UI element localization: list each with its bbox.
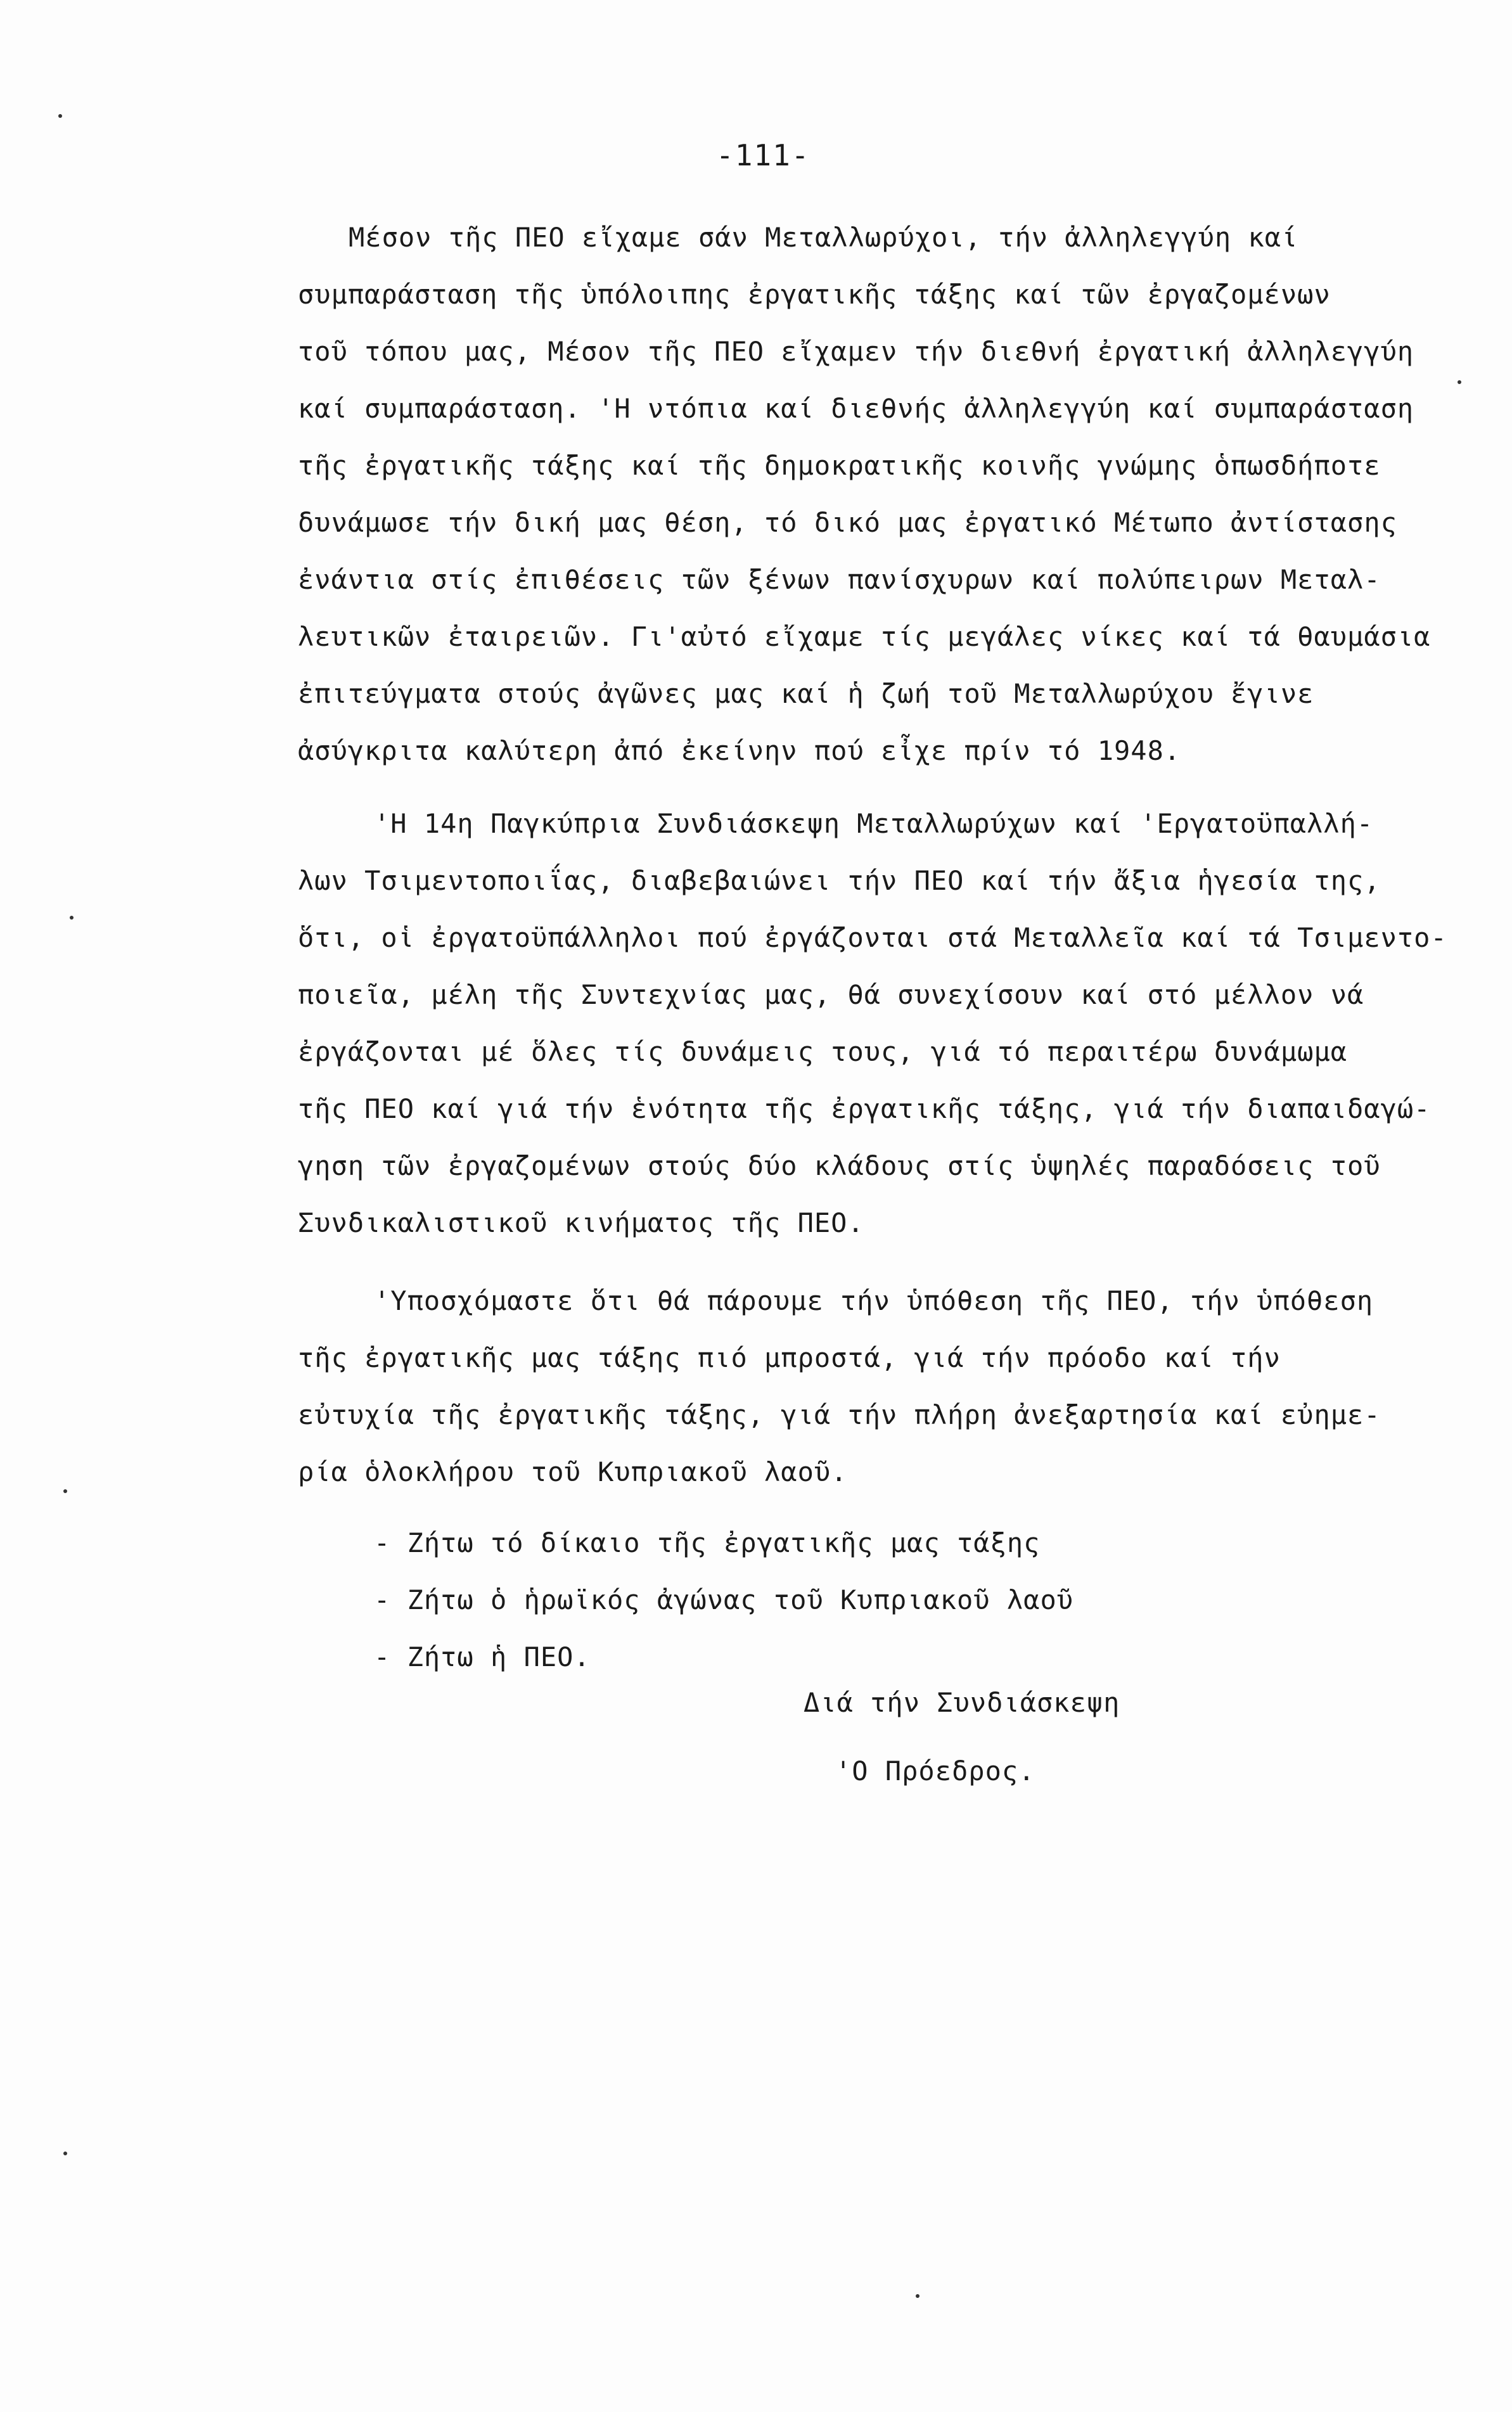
paragraph-1 xyxy=(298,209,1431,779)
paragraph-2 xyxy=(298,795,1447,1252)
page-number: -111- xyxy=(716,138,810,172)
scan-speck xyxy=(63,2152,67,2155)
paragraph-line: εὐτυχία τῆς ἐργατικῆς τάξης, γιά τήν πλήρη ἀνεξαρτησία καί εὐημε- xyxy=(298,1399,1381,1430)
paragraph-line: γηση τῶν ἐργαζομένων στούς δύο κλάδους στίς ὑψηλές παραδόσεις τοῦ xyxy=(298,1150,1381,1181)
paragraph-line: λων Τσιμεντοποιΐας, διαβεβαιώνει τήν ΠΕΟ καί τήν ἄξια ἡγεσία της, xyxy=(298,865,1381,896)
paragraph-line: ὅτι, οἱ ἐργατοϋπάλληλοι πού ἐργάζονται στά Μεταλλεῖα καί τά Τσιμεντο- xyxy=(298,922,1447,953)
paragraph-line: τῆς ἐργατικῆς μας τάξης πιό μπροστά, γιά τήν πρόοδο καί τήν xyxy=(298,1342,1281,1373)
paragraph-line: 'Η 14η Παγκύπρια Συνδιάσκεψη Μεταλλωρύχων καί 'Εργατοϋπαλλή- xyxy=(374,808,1374,839)
slogan-list xyxy=(374,1515,1451,1686)
paragraph-line: λευτικῶν ἐταιρειῶν. Γι'αὐτό εἴχαμε τίς μεγάλες νίκες καί τά θαυμάσια xyxy=(298,621,1431,652)
paragraph-line: δυνάμωσε τήν δική μας θέση, τό δικό μας ἐργατικό Μέτωπο ἀντίστασης xyxy=(298,507,1397,538)
scan-speck xyxy=(58,114,62,118)
scan-speck xyxy=(70,916,74,920)
paragraph-line: τῆς ἐργατικῆς τάξης καί τῆς δημοκρατικῆς κοινῆς γνώμης ὁπωσδήποτε xyxy=(298,450,1381,481)
signature-title: 'Ο Πρόεδρος. xyxy=(835,1755,1035,1787)
paragraph-line: ποιεῖα, μέλη τῆς Συντεχνίας μας, θά συνεχίσουν καί στό μέλλον νά xyxy=(298,979,1364,1010)
paragraph-line: ἐνάντια στίς ἐπιθέσεις τῶν ξένων πανίσχυρων καί πολύπειρων Μεταλ- xyxy=(298,564,1381,595)
paragraph-line: Μέσον τῆς ΠΕΟ εἴχαμε σάν Μεταλλωρύχοι, τήν ἀλληλεγγύη καί xyxy=(349,222,1298,253)
scan-speck xyxy=(916,2294,919,2298)
slogan-item: - Ζήτω τό δίκαιο τῆς ἐργατικῆς μας τάξης xyxy=(374,1527,1041,1558)
paragraph-line: ἐπιτεύγματα στούς ἀγῶνες μας καί ἡ ζωή τοῦ Μεταλλωρύχου ἔγινε xyxy=(298,678,1314,709)
paragraph-line: ἐργάζονται μέ ὅλες τίς δυνάμεις τους, γιά τό περαιτέρω δυνάμωμα xyxy=(298,1036,1348,1067)
slogan-item: - Ζήτω ἡ ΠΕΟ. xyxy=(374,1641,591,1672)
paragraph-line: ἀσύγκριτα καλύτερη ἀπό ἐκείνην πού εἶχε πρίν τό 1948. xyxy=(298,735,1181,766)
paragraph-line: καί συμπαράσταση. 'Η ντόπια καί διεθνής ἀλληλεγγύη καί συμπαράσταση xyxy=(298,393,1414,424)
paragraph-3 xyxy=(298,1273,1381,1501)
signature-line: Διά τήν Συνδιάσκεψη xyxy=(804,1687,1120,1718)
paragraph-line: 'Υποσχόμαστε ὅτι θά πάρουμε τήν ὑπόθεση τῆς ΠΕΟ, τήν ὑπόθεση xyxy=(374,1285,1374,1316)
scan-speck xyxy=(1458,380,1461,384)
slogan-item: - Ζήτω ὁ ἡρωϊκός ἀγώνας τοῦ Κυπριακοῦ λαοῦ xyxy=(374,1584,1074,1615)
paragraph-line: ρία ὁλοκλήρου τοῦ Κυπριακοῦ λαοῦ. xyxy=(298,1456,848,1487)
paragraph-line: συμπαράσταση τῆς ὑπόλοιπης ἐργατικῆς τάξης καί τῶν ἐργαζομένων xyxy=(298,279,1331,310)
paragraph-line: τῆς ΠΕΟ καί γιά τήν ἑνότητα τῆς ἐργατικῆς τάξης, γιά τήν διαπαιδαγώ- xyxy=(298,1093,1431,1124)
paragraph-line: τοῦ τόπου μας, Μέσον τῆς ΠΕΟ εἴχαμεν τήν διεθνή ἐργατική ἀλληλεγγύη xyxy=(298,336,1414,367)
paragraph-line: Συνδικαλιστικοῦ κινήματος τῆς ΠΕΟ. xyxy=(298,1207,864,1238)
scan-speck xyxy=(63,1489,67,1493)
